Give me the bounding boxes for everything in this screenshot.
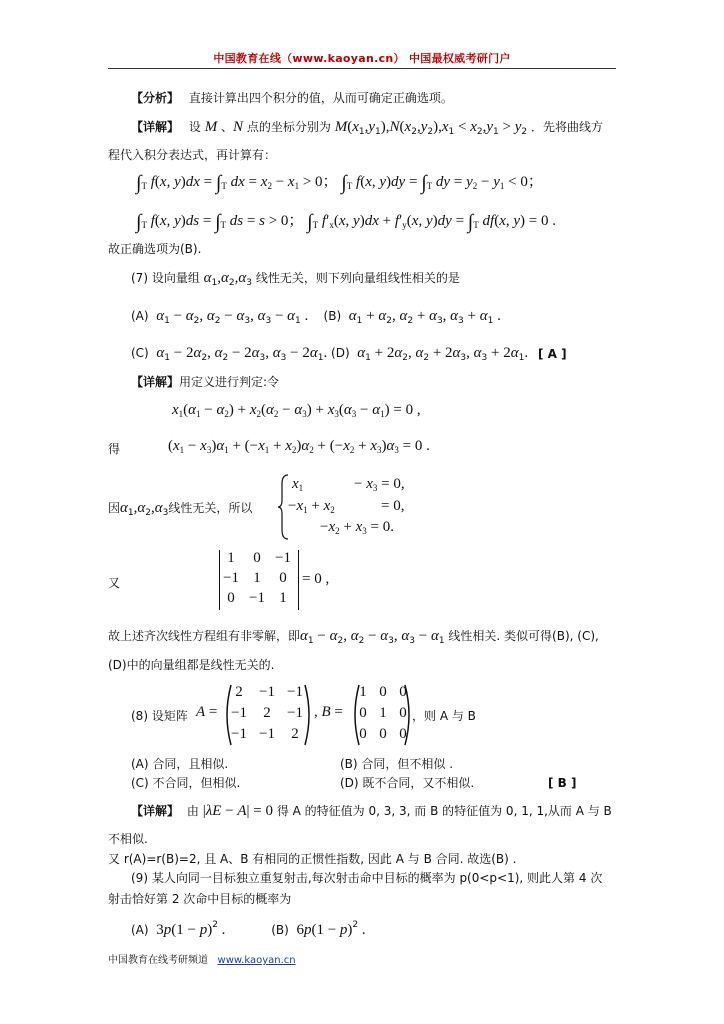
q8-option-b: (B) 合同，但不相似 .: [340, 757, 454, 771]
detail1-label: 【详解】: [131, 120, 180, 134]
q9-line1: (9) 某人向同一目标独立重复射击,每次射击命中目标的概率为 p(0<p<1), 则此人第 4 次: [131, 871, 603, 885]
points-formula: M: [334, 119, 348, 135]
q8-answer: [ B ]: [548, 776, 577, 790]
det-right-bar: [298, 550, 299, 610]
q8-option-c: (C) 不合同，但相似.: [131, 776, 241, 790]
q7-eq1: $x_1(\alpha_1 - \alpha_2) + x_2(\alpha_2 - \alpha_3) + x_3(\alpha_3 - \alpha_1) = 0$ ,: [172, 402, 421, 419]
q8-option-a: (A) 合同，且相似.: [131, 757, 229, 771]
det-value: = 0 ,: [302, 571, 330, 587]
q7-de: 得: [108, 442, 121, 456]
system-row3: $-x_2 + x_3 = 0$.: [320, 519, 394, 536]
q9-line2: 射击恰好第 2 次命中目标的概率为: [108, 892, 292, 906]
system-row2-rhs: = 0,: [381, 498, 405, 514]
q8-detail: 【详解】 由 |λE − A| = 0 得 A 的特征值为 0, 3, 3, 而 B 的特征值为 0, 1, 1,从而 A 与 B: [131, 803, 612, 819]
q7-options-cd: (C) $\alpha_1 - 2\alpha_2$, $\alpha_2 - 2\alpha_3$, $\alpha_3 - 2\alpha_1$. (D) $\alpha_1 + 2\alpha_2$, $\alpha_2 + 2\alpha_3$, $\alpha_3 + 2\alpha_1$.: [131, 345, 529, 363]
matrix-A: 2 −1 −1 −1 2 −1 −1 −1 2: [231, 684, 303, 742]
q7-you: 又: [108, 576, 121, 590]
q7-conclusion1: 故上述齐次线性方程组有非零解，即$\alpha_1 - \alpha_2$, $\alpha_2 - \alpha_3$, $\alpha_3 - \alpha_1$ 线性相关. 类似可得(B), (C),: [108, 628, 599, 646]
q7-options-ab: (A) $\alpha_1 - \alpha_2$, $\alpha_2 - \alpha_3$, $\alpha_3 - \alpha_1$ . (B) $\alpha_1 + \alpha_2$, $\alpha_2 + \alpha_3$, $\alpha_3 + \alpha_1$ .: [131, 308, 501, 326]
q7-since: 因$\alpha_1,\alpha_2,\alpha_3$线性无关，所以: [108, 500, 253, 518]
q8-stem-tail: ，则 A 与 B: [412, 709, 476, 723]
q7-detail: 【详解】用定义进行判定:令: [131, 375, 280, 389]
matrix-B-label: , B =: [314, 704, 343, 720]
q8-line2: 不相似.: [108, 832, 148, 846]
system-row2: $-x_1 + x_2$: [288, 498, 335, 515]
q7-eq2: $(x_1 - x_3)\alpha_1 + (-x_1 + x_2)\alpha_2 + (-x_2 + x_3)\alpha_3 = 0$ .: [168, 438, 430, 455]
q9-options: (A) $3p(1 - p)^2$ . (B) $6p(1 - p)^2$ .: [131, 920, 366, 938]
detail1-conclusion: 故正确选项为(B).: [108, 242, 202, 256]
detail1-line2: 程代入积分表达式，再计算有：: [108, 148, 277, 162]
integrals-row2: $\int_T$ f(x, $y)ds = \int_T$ ds = s > 0； $\int_T$ $f'_x(x$, $y)dx + f'_y(x$, $y)dy = \int_T$ df(x, y) = 0 .: [136, 211, 556, 233]
analysis-label: 【分析】: [131, 91, 180, 105]
system-row1-rhs: − $x_3 = 0$,: [354, 476, 405, 493]
page-footer: [108, 951, 296, 966]
determinant: 1 0 −1 −1 1 0 0 −1 1: [223, 550, 291, 606]
integrals-row1: $\int_T$ f(x, $y)dx = \int_T$ dx = $x_2 - x_1 > 0$； $\int_T$ f(x, $y)dy = \int_T$ dy = $y_2 - y_1 < 0$；: [136, 172, 543, 194]
header-divider: [108, 68, 616, 69]
q7-answer: [ A ]: [538, 347, 567, 361]
q8-line3: 又 r(A)=r(B)=2, 且 A、B 有相同的正惯性指数, 因此 A 与 B 合同. 故选(B) .: [108, 852, 517, 866]
q8-option-d: (D) 既不合同，又不相似.: [340, 776, 475, 790]
matrix-B: 1 0 0 0 1 0 0 0 0: [359, 684, 407, 742]
matrix-A-label: A =: [196, 704, 218, 720]
page-header: 中国教育在线（www.kaoyan.cn） 中国最权威考研门户: [213, 52, 511, 65]
analysis-text: 直接计算出四个积分的值，从而可确定正确选项。: [188, 91, 453, 105]
system-row1: $x_1$: [292, 476, 304, 493]
analysis-paragraph: [131, 90, 453, 106]
footer-link[interactable]: www.kaoyan.cn: [217, 955, 296, 966]
q8-stem: (8) 设矩阵: [131, 709, 188, 723]
q7-conclusion2: (D)中的向量组都是线性无关的.: [108, 658, 275, 672]
detail1-line1: 【详解】 设 M 、N 点的坐标分别为 $M(x_1,y_1),N(x_2,y_2),x_1 < x_2,y_1 > y_2$ ．先将曲线方: [131, 119, 603, 137]
q7-stem: (7) 设向量组 $\alpha_1,\alpha_2,\alpha_3$ 线性无关，则下列向量组线性相关的是: [131, 270, 460, 288]
matrix-A-rparen: [304, 684, 314, 746]
footer-text: 中国教育在线考研频道: [108, 955, 208, 966]
